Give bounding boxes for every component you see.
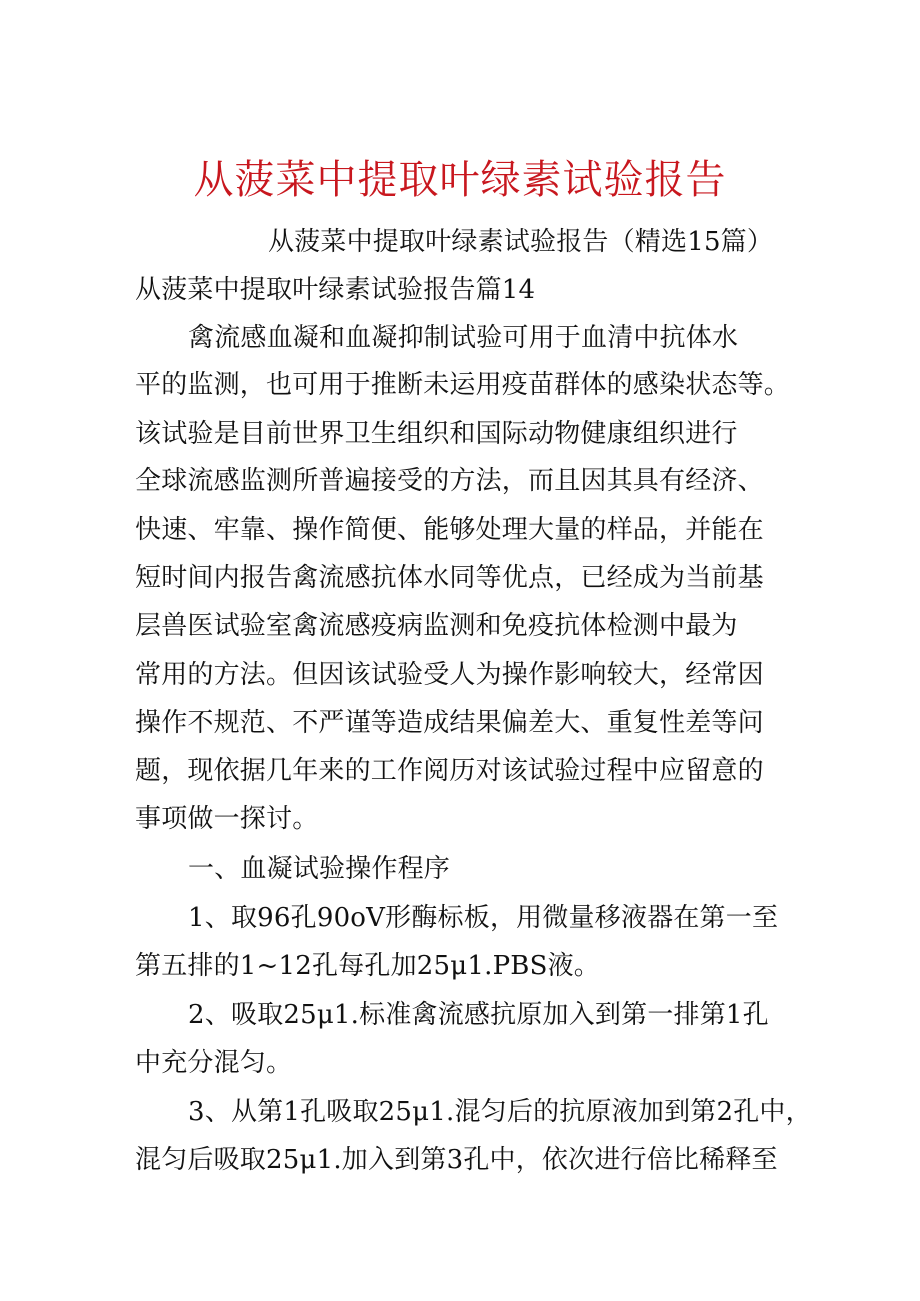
step-2-line-2: 中充分混匀。 (135, 1048, 293, 1078)
step-1-line-2: 第五排的1~12孔每孔加25μ1.PBS液。 (135, 951, 601, 981)
document-title: 从菠菜中提取叶绿素试验报告 (193, 157, 727, 203)
paragraph-line-9: 操作不规范、不严谨等造成结果偏差大、重复性差等问 (135, 708, 764, 738)
paragraph-line-1: 禽流感血凝和血凝抑制试验可用于血清中抗体水 (188, 323, 739, 353)
section-heading: 从菠菜中提取叶绿素试验报告篇14 (135, 275, 536, 305)
paragraph-line-4: 全球流感监测所普遍接受的方法，而且因其具有经济、 (135, 466, 764, 496)
paragraph-line-11: 事项做一探讨。 (135, 804, 319, 834)
step-2-line-1: 2、吸取25μ1.标准禽流感抗原加入到第一排第1孔 (188, 1000, 769, 1030)
step-3-line-2: 混匀后吸取25μ1.加入到第3孔中，依次进行倍比稀释至 (135, 1145, 778, 1175)
paragraph-line-3: 该试验是目前世界卫生组织和国际动物健康组织进行 (135, 419, 738, 449)
paragraph-line-8: 常用的方法。但因该试验受人为操作影响较大，经常因 (135, 660, 764, 690)
subsection-heading: 一、血凝试验操作程序 (188, 854, 451, 884)
paragraph-line-6: 短时间内报告禽流感抗体水同等优点，已经成为当前基 (135, 563, 764, 593)
paragraph-line-5: 快速、牢靠、操作简便、能够处理大量的样品，并能在 (135, 515, 764, 545)
paragraph-line-2: 平的监测，也可用于推断未运用疫苗群体的感染状态等。 (135, 370, 791, 400)
step-3-line-1: 3、从第1孔吸取25μ1.混匀后的抗原液加到第2孔中， (188, 1097, 812, 1127)
document-subtitle: 从菠菜中提取叶绿素试验报告（精选15篇） (268, 227, 774, 257)
step-1-line-1: 1、取96孔90oV形酶标板，用微量移液器在第一至 (188, 903, 779, 933)
paragraph-line-7: 层兽医试验室禽流感疫病监测和免疫抗体检测中最为 (135, 611, 738, 641)
paragraph-line-10: 题，现依据几年来的工作阅历对该试验过程中应留意的 (135, 756, 764, 786)
